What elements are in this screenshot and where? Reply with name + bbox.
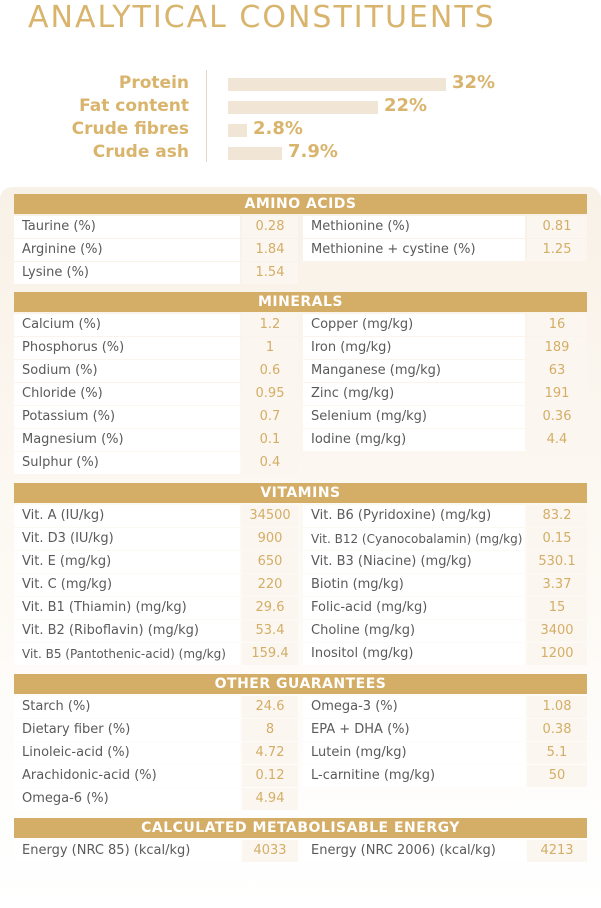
constituent-name: Dietary fiber (%) — [14, 719, 240, 741]
constituent-name: Vit. B2 (Riboflavin) (mg/kg) — [14, 620, 240, 642]
summary-bar — [228, 147, 282, 160]
constituent-name: Vit. B5 (Pantothenic-acid) (mg/kg) — [14, 643, 240, 665]
constituent-name: Taurine (%) — [14, 216, 240, 238]
constituent-value: 4.72 — [242, 742, 298, 764]
section-calculated-metabolisable-energy — [14, 818, 587, 863]
constituent-value: 0.28 — [242, 216, 298, 238]
constituent-name: Vit. B1 (Thiamin) (mg/kg) — [14, 597, 240, 619]
constituent-value: 8 — [242, 719, 298, 741]
constituent-value: 4033 — [242, 840, 298, 862]
constituent-name: Inositol (mg/kg) — [303, 643, 525, 665]
page-title: ANALYTICAL CONSTITUENTS — [28, 0, 496, 35]
summary-label: Protein — [118, 73, 189, 93]
constituent-value: 63 — [527, 360, 587, 382]
constituent-value: 16 — [527, 314, 587, 336]
constituent-name: Vit. D3 (IU/kg) — [14, 528, 240, 550]
constituent-name: Methionine (%) — [303, 216, 525, 238]
constituent-value: 189 — [527, 337, 587, 359]
constituent-name: Omega-6 (%) — [14, 788, 240, 810]
summary-label: Fat content — [79, 96, 189, 116]
constituent-value: 1.2 — [242, 314, 298, 336]
summary-row — [0, 118, 601, 140]
summary-value: 22% — [384, 95, 428, 116]
constituent-name: Selenium (mg/kg) — [303, 406, 525, 428]
section-amino-acids — [14, 194, 587, 285]
constituent-name: Vit. A (IU/kg) — [14, 505, 240, 527]
constituent-name: Lysine (%) — [14, 262, 240, 284]
constituent-name: Potassium (%) — [14, 406, 240, 428]
constituent-value: 0.15 — [527, 528, 587, 550]
constituent-value: 191 — [527, 383, 587, 405]
constituent-name: Vit. B6 (Pyridoxine) (mg/kg) — [303, 505, 525, 527]
constituent-name: Chloride (%) — [14, 383, 240, 405]
constituent-name: Arginine (%) — [14, 239, 240, 261]
constituent-value: 220 — [242, 574, 298, 596]
constituent-value: 0.38 — [527, 719, 587, 741]
constituent-name: Omega-3 (%) — [303, 696, 525, 718]
summary-bar — [228, 101, 378, 114]
constituent-name: Methionine + cystine (%) — [303, 239, 525, 261]
constituent-value: 1.54 — [242, 262, 298, 284]
constituent-value: 0.36 — [527, 406, 587, 428]
constituent-name: Biotin (mg/kg) — [303, 574, 525, 596]
constituent-name: Calcium (%) — [14, 314, 240, 336]
constituent-value: 900 — [242, 528, 298, 550]
constituent-value: 0.1 — [242, 429, 298, 451]
constituent-value: 650 — [242, 551, 298, 573]
constituent-value: 15 — [527, 597, 587, 619]
section-header: MINERALS — [14, 292, 587, 312]
section-other-guarantees — [14, 674, 587, 811]
section-header: VITAMINS — [14, 483, 587, 503]
constituent-value: 4213 — [527, 840, 587, 862]
constituent-value: 83.2 — [527, 505, 587, 527]
constituent-value: 53.4 — [242, 620, 298, 642]
constituent-value: 0.81 — [527, 216, 587, 238]
section-header: AMINO ACIDS — [14, 194, 587, 214]
summary-value: 2.8% — [253, 118, 303, 139]
constituent-value: 1.84 — [242, 239, 298, 261]
constituent-value: 34500 — [242, 505, 298, 527]
section-header: OTHER GUARANTEES — [14, 674, 587, 694]
constituent-name: Vit. E (mg/kg) — [14, 551, 240, 573]
constituent-value: 29.6 — [242, 597, 298, 619]
constituents-panel — [0, 187, 601, 908]
constituent-value: 1.08 — [527, 696, 587, 718]
constituent-value: 1 — [242, 337, 298, 359]
constituent-value: 4.94 — [242, 788, 298, 810]
constituent-name: Choline (mg/kg) — [303, 620, 525, 642]
constituent-name: Linoleic-acid (%) — [14, 742, 240, 764]
constituent-name: Starch (%) — [14, 696, 240, 718]
constituent-name: Phosphorus (%) — [14, 337, 240, 359]
summary-value: 32% — [452, 72, 496, 93]
constituent-value: 530.1 — [527, 551, 587, 573]
constituent-value: 4.4 — [527, 429, 587, 451]
constituent-name: Energy (NRC 85) (kcal/kg) — [14, 840, 240, 862]
constituent-value: 0.4 — [242, 452, 298, 474]
constituent-value: 5.1 — [527, 742, 587, 764]
section-vitamins — [14, 483, 587, 666]
summary-chart — [0, 70, 601, 166]
constituent-name: Vit. B12 (Cyanocobalamin) (mg/kg) — [303, 528, 525, 550]
summary-label: Crude ash — [92, 142, 189, 162]
constituent-name: Iodine (mg/kg) — [303, 429, 525, 451]
summary-bar — [228, 78, 446, 91]
constituent-name: Iron (mg/kg) — [303, 337, 525, 359]
constituent-name: Folic-acid (mg/kg) — [303, 597, 525, 619]
constituent-name: Vit. C (mg/kg) — [14, 574, 240, 596]
constituent-name: Copper (mg/kg) — [303, 314, 525, 336]
constituent-value: 0.6 — [242, 360, 298, 382]
summary-row — [0, 95, 601, 117]
constituent-name: Manganese (mg/kg) — [303, 360, 525, 382]
constituent-name: Arachidonic-acid (%) — [14, 765, 240, 787]
constituent-value: 1200 — [527, 643, 587, 665]
constituent-name: Zinc (mg/kg) — [303, 383, 525, 405]
constituent-value: 1.25 — [527, 239, 587, 261]
constituent-name: L-carnitine (mg/kg) — [303, 765, 525, 787]
constituent-value: 3400 — [527, 620, 587, 642]
constituent-name: Magnesium (%) — [14, 429, 240, 451]
section-minerals — [14, 292, 587, 475]
constituent-value: 24.6 — [242, 696, 298, 718]
summary-bar — [228, 124, 247, 137]
constituent-name: Lutein (mg/kg) — [303, 742, 525, 764]
section-header: CALCULATED METABOLISABLE ENERGY — [14, 818, 587, 838]
summary-value: 7.9% — [288, 141, 338, 162]
constituent-value: 50 — [527, 765, 587, 787]
constituent-value: 0.7 — [242, 406, 298, 428]
summary-label: Crude fibres — [71, 119, 189, 139]
constituent-name: Sulphur (%) — [14, 452, 240, 474]
constituent-name: EPA + DHA (%) — [303, 719, 525, 741]
constituent-name: Sodium (%) — [14, 360, 240, 382]
constituent-value: 3.37 — [527, 574, 587, 596]
constituent-value: 0.95 — [242, 383, 298, 405]
constituent-name: Energy (NRC 2006) (kcal/kg) — [303, 840, 525, 862]
constituent-value: 159.4 — [242, 643, 298, 665]
constituent-name: Vit. B3 (Niacine) (mg/kg) — [303, 551, 525, 573]
summary-row — [0, 141, 601, 163]
constituent-value: 0.12 — [242, 765, 298, 787]
summary-row — [0, 72, 601, 94]
